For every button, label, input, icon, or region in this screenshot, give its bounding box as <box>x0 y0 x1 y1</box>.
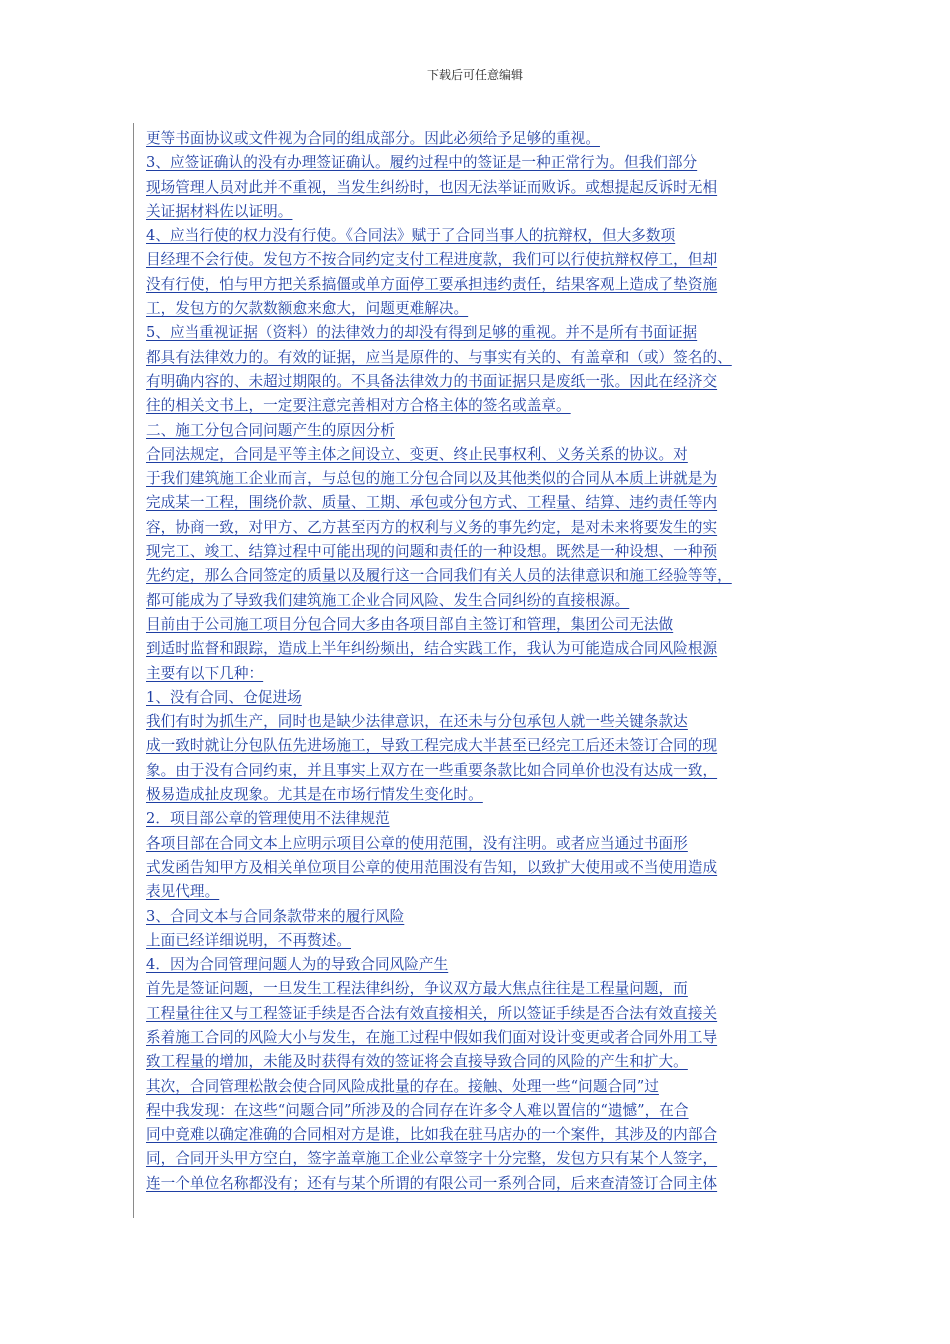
text-line: 式发函告知甲方及相关单位项目公章的使用范围没有告知，以致扩大使用或不当使用造成 <box>146 858 718 876</box>
text-line: 系着施工合同的风险大小与发生，在施工过程中假如我们面对设计变更或者合同外用工导 <box>146 1028 718 1046</box>
text-line: 更等书面协议或文件视为合同的组成部分。因此必须给予足够的重视。 <box>146 130 600 147</box>
text-line: 2．项目部公章的管理使用不法律规范 <box>146 810 390 828</box>
text-line: 先约定，那么合同签定的质量以及履行这一合同我们有关人员的法律意识和施工经验等等， <box>146 567 732 585</box>
text-line: 4．因为合同管理问题人为的导致合同风险产生 <box>146 956 449 974</box>
text-line: 连一个单位名称都没有；还有与某个所谓的有限公司一系列合同，后来查清签订合同主体 <box>146 1174 718 1192</box>
text-line: 容，协商一致，对甲方、乙方甚至丙方的权利与义务的事先约定，是对未来将要发生的实 <box>146 518 718 536</box>
text-line: 往的相关文书上，一定要注意完善相对方合格主体的签名或盖章。 <box>146 397 571 415</box>
text-line: 我们有时为抓生产，同时也是缺少法律意识，在还未与分包承包人就一些关键条款达 <box>146 713 688 731</box>
text-line: 没有行使，怕与甲方把关系搞僵或单方面停工要承担违约责任，结果客观上造成了垫资施 <box>146 275 718 293</box>
text-line: 象。由于没有合同约束，并且事实上双方在一些重要条款比如合同单价也没有达成一致， <box>146 761 718 779</box>
text-line: 都可能成为了导致我们建筑施工企业合同风险、发生合同纠纷的直接根源。 <box>146 591 630 609</box>
text-line: 5、应当重视证据（资料）的法律效力的却没有得到足够的重视。并不是所有书面证据 <box>146 324 698 342</box>
text-line: 完成某一工程，围绕价款、质量、工期、承包或分包方式、工程量、结算、违约责任等内 <box>146 494 718 512</box>
text-line: 二、施工分包合同问题产生的原因分析 <box>146 421 395 439</box>
text-line: 成一致时就让分包队伍先进场施工，导致工程完成大半甚至已经完工后还未签订合同的现 <box>146 737 718 755</box>
text-line: 同中竟难以确定准确的合同相对方是谁，比如我在驻马店办的一个案件，其涉及的内部合 <box>146 1126 718 1144</box>
text-line: 3、应签证确认的没有办理签证确认。履约过程中的签证是一种正常行为。但我们部分 <box>146 154 698 172</box>
text-line: 现完工、竣工、结算过程中可能出现的问题和责任的一种设想。既然是一种设想、一种预 <box>146 543 718 561</box>
text-line: 致工程量的增加，未能及时获得有效的签证将会直接导致合同的风险的产生和扩大。 <box>146 1053 688 1071</box>
text-line: 4、应当行使的权力没有行使。《合同法》赋于了合同当事人的抗辩权，但大多数项 <box>146 227 676 245</box>
text-line: 工，发包方的欠款数额愈来愈大，问题更难解决。 <box>146 300 469 318</box>
text-line: 其次，合同管理松散会使合同风险成批量的存在。接触、处理一些“问题合同”过 <box>146 1077 659 1095</box>
text-line: 同，合同开头甲方空白，签字盖章施工企业公章签字十分完整，发包方只有某个人签字， <box>146 1150 718 1168</box>
text-line: 极易造成扯皮现象。尤其是在市场行情发生变化时。 <box>146 786 483 804</box>
text-line: 表见代理。 <box>146 883 220 901</box>
text-line: 目前由于公司施工项目分包合同大多由各项目部自主签订和管理，集团公司无法做 <box>146 615 674 633</box>
text-line: 都具有法律效力的。有效的证据，应当是原件的、与事实有关的、有盖章和（或）签名的、 <box>146 348 732 366</box>
text-line: 现场管理人员对此并不重视，当发生纠纷时，也因无法举证而败诉。或想提起反诉时无相 <box>146 178 718 196</box>
text-line: 3、合同文本与合同条款带来的履行风险 <box>146 907 405 925</box>
text-line: 目经理不会行使。发包方不按合同约定支付工程进度款，我们可以行使抗辩权停工，但却 <box>146 251 718 269</box>
margin-rule <box>133 123 134 1218</box>
text-line: 工程量往往又与工程签证手续是否合法有效直接相关，所以签证手续是否合法有效直接关 <box>146 1004 718 1022</box>
page-header: 下载后可任意编辑 <box>426 68 523 82</box>
document-body <box>146 127 816 1196</box>
text-line: 主要有以下几种： <box>146 664 264 682</box>
text-line: 首先是签证问题，一旦发生工程法律纠纷，争议双方最大焦点往往是工程量问题，而 <box>146 980 688 998</box>
text-line: 到适时监督和跟踪，造成上半年纠纷频出，结合实践工作，我认为可能造成合同风险根源 <box>146 640 718 658</box>
text-line: 于我们建筑施工企业而言，与总包的施工分包合同以及其他类似的合同从本质上讲就是为 <box>146 470 718 488</box>
text-line: 1、没有合同、仓促进场 <box>146 688 302 706</box>
text-line: 关证据材料佐以证明。 <box>146 202 293 220</box>
text-line: 程中我发现：在这些“问题合同”所涉及的合同存在许多令人难以置信的“遗憾”，在合 <box>146 1101 689 1119</box>
text-line: 各项目部在合同文本上应明示项目公章的使用范围，没有注明。或者应当通过书面形 <box>146 834 688 852</box>
text-line: 合同法规定，合同是平等主体之间设立、变更、终止民事权利、义务关系的协议。对 <box>146 445 688 463</box>
text-line: 上面已经详细说明，不再赘述。 <box>146 931 352 949</box>
text-line: 有明确内容的、未超过期限的。不具备法律效力的书面证据只是废纸一张。因此在经济交 <box>146 372 718 390</box>
